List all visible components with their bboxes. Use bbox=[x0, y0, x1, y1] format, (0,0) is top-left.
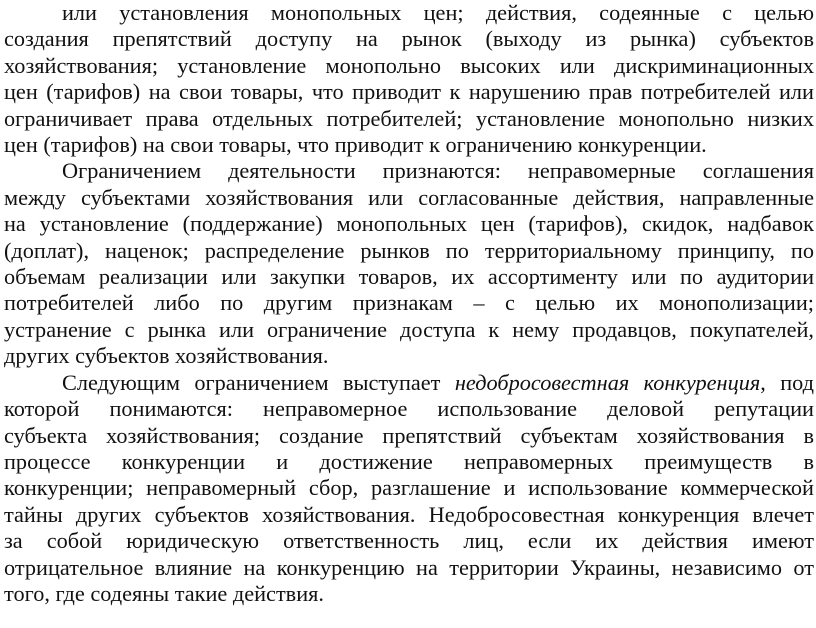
paragraph-3-line-5: конкуренции; неправомерный сбор, разглашение и использование коммерческой bbox=[4, 475, 814, 501]
paragraph-3-line-7: за собой юридическую ответственность лиц, если их действия имеют bbox=[4, 528, 814, 554]
paragraph-2-line-3: на установление (поддержание) монопольных цен (тарифов), скидок, надбавок bbox=[4, 211, 814, 237]
paragraph-2-line-4: (доплат), наценок; распределение рынков по территориальному принципу, по bbox=[4, 237, 814, 263]
paragraph-3-line-3: субъекта хозяйствования; создание препятствий субъектам хозяйствования в bbox=[4, 422, 814, 448]
paragraph-1-line-1: или установления монопольных цен; действия, содеянные с целью bbox=[62, 0, 814, 25]
paragraph-3-line-4: процессе конкуренции и достижение неправомерных преимуществ в bbox=[4, 448, 814, 474]
paragraph-3-line-2: которой понимаются: неправомерное использование деловой репутации bbox=[4, 396, 814, 422]
paragraph-3-line-8: отрицательное влияние на конкуренцию на территории Украины, независимо от bbox=[4, 554, 814, 580]
paragraph-1-line-3: хозяйствования; установление монопольно высоких или дискриминационных bbox=[4, 52, 814, 78]
paragraph-1 bbox=[4, 0, 814, 158]
paragraph-3-line-1-tail: , под bbox=[760, 369, 814, 395]
paragraph-1-line-4: цен (тарифов) на свои товары, что приводит к нарушению прав потребителей или bbox=[4, 79, 814, 105]
paragraph-2-line-1: Ограничением деятельности признаются: неправомерные соглашения bbox=[62, 158, 814, 184]
emphasis-term: недобросовестная конкуренция bbox=[454, 369, 761, 395]
paragraph-2-line-5: объемам реализации или закупки товаров, их ассортименту или по аудитории bbox=[4, 264, 814, 290]
paragraph-1-line-5: ограничивает права отдельных потребителей; установление монопольно низких bbox=[4, 105, 814, 131]
paragraph-2-line-7: устранение с рынка или ограничение доступа к нему продавцов, покупателей, bbox=[4, 316, 814, 342]
paragraph-3-line-1 bbox=[4, 370, 814, 396]
paragraph-3-line-9: того, где содеяны такие действия. bbox=[4, 580, 324, 606]
paragraph-3-line-6: тайны других субъектов хозяйствования. Недобросовестная конкуренция влечет bbox=[4, 501, 814, 527]
paragraph-1-line-2: создания препятствий доступу на рынок (выходу из рынка) субъектов bbox=[4, 26, 814, 52]
paragraph-1-line-6: цен (тарифов) на свои товары, что приводит к ограничению конкуренции. bbox=[4, 132, 707, 158]
paragraph-2-line-2: между субъектами хозяйствования или согласованные действия, направленные bbox=[4, 184, 814, 210]
paragraph-3-line-1-lead: Следующим ограничением выступает bbox=[62, 369, 455, 395]
paragraph-2-line-8: других субъектов хозяйствования. bbox=[4, 343, 329, 369]
paragraph-2 bbox=[4, 158, 814, 369]
paragraph-2-line-6: потребителей либо по другим признакам – с целью их монополизации; bbox=[4, 290, 814, 316]
paragraph-3 bbox=[4, 370, 814, 608]
